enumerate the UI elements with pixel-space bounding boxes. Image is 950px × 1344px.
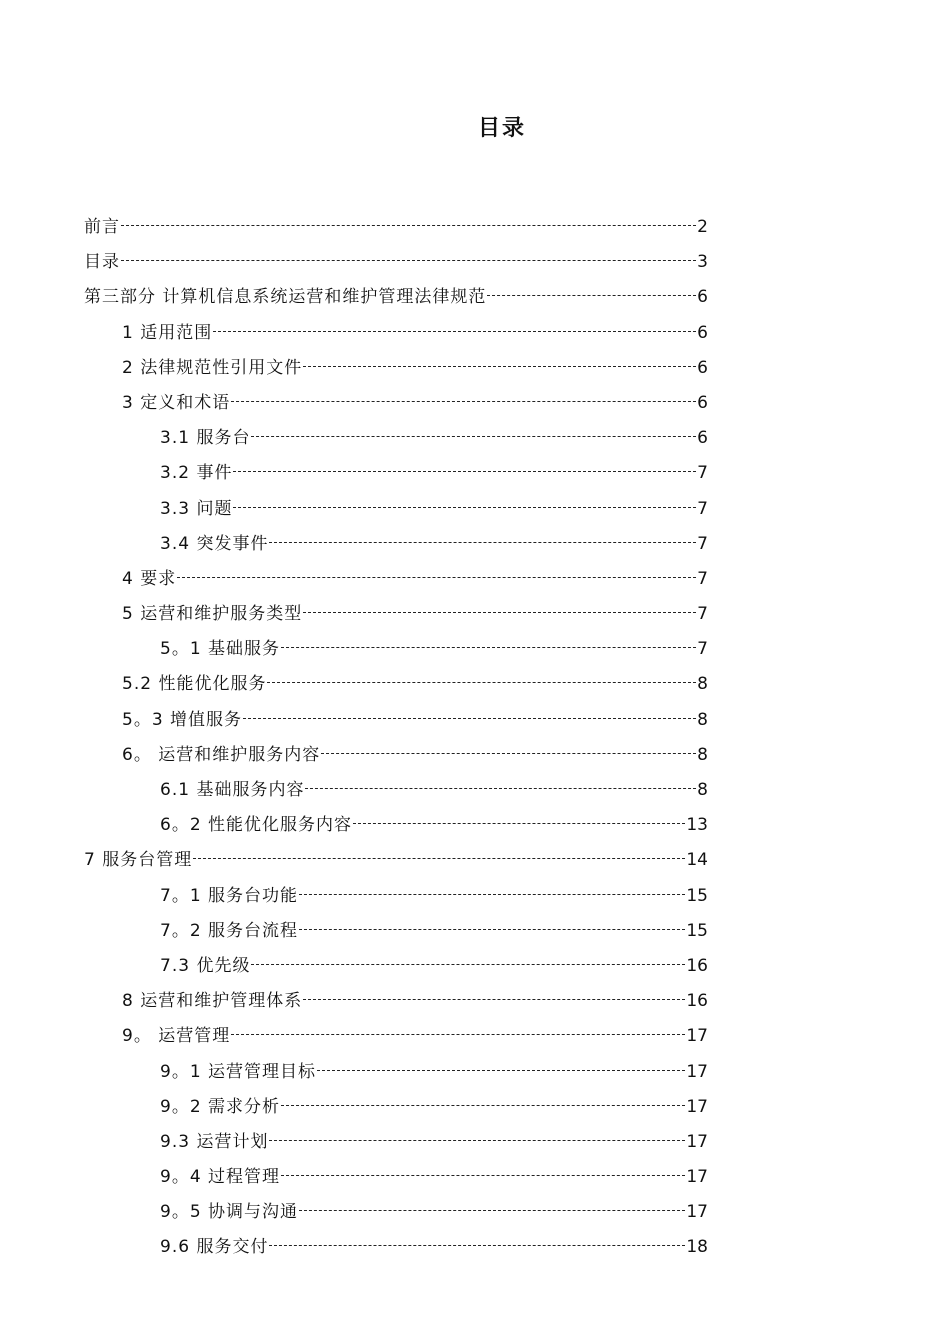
toc-dot-leader bbox=[231, 1034, 685, 1035]
toc-entry[interactable] bbox=[84, 843, 708, 878]
toc-dot-leader bbox=[299, 1210, 685, 1211]
toc-entry-title: 9。4 过程管理 bbox=[160, 1167, 281, 1188]
toc-entry-title: 3.4 突发事件 bbox=[160, 533, 269, 554]
toc-page-number: 17 bbox=[686, 1167, 708, 1188]
toc-page-number: 6 bbox=[697, 322, 708, 343]
toc-entry-title: 6。 运营和维护服务内容 bbox=[122, 744, 321, 765]
toc-entry-title: 5 运营和维护服务类型 bbox=[122, 604, 303, 625]
toc-dot-leader bbox=[251, 964, 685, 965]
toc-page-number: 6 bbox=[697, 392, 708, 413]
toc-entry-title: 9.3 运营计划 bbox=[160, 1131, 269, 1152]
toc-entry-title: 前言 bbox=[84, 217, 120, 237]
toc-dot-leader bbox=[303, 612, 696, 613]
toc-dot-leader bbox=[305, 788, 696, 789]
toc-page-number: 8 bbox=[697, 780, 708, 800]
toc-dot-leader bbox=[251, 436, 696, 437]
toc-entry[interactable] bbox=[84, 808, 708, 843]
toc-dot-leader bbox=[299, 894, 685, 895]
toc-entry-title: 5.2 性能优化服务 bbox=[122, 674, 267, 695]
toc-page-number: 7 bbox=[697, 498, 708, 519]
toc-page-number: 7 bbox=[697, 533, 708, 554]
toc-entry[interactable] bbox=[84, 667, 708, 702]
toc-dot-leader bbox=[213, 331, 696, 332]
toc-page-number: 7 bbox=[697, 604, 708, 625]
toc-dot-leader bbox=[303, 366, 696, 367]
toc-entry-title: 9。1 运营管理目标 bbox=[160, 1061, 317, 1082]
toc-page-number: 3 bbox=[697, 252, 708, 273]
toc-entry[interactable] bbox=[84, 632, 708, 667]
toc-dot-leader bbox=[281, 1175, 685, 1176]
toc-entry-title: 9。5 协调与沟通 bbox=[160, 1202, 299, 1223]
toc-page-number: 18 bbox=[686, 1237, 708, 1258]
toc-entry[interactable] bbox=[84, 456, 708, 491]
toc-entry[interactable] bbox=[84, 245, 708, 280]
toc-entry[interactable] bbox=[84, 421, 708, 456]
toc-dot-leader bbox=[233, 471, 696, 472]
toc-entry-title: 9。2 需求分析 bbox=[160, 1096, 281, 1117]
toc-entry[interactable] bbox=[84, 527, 708, 562]
toc-page-number: 14 bbox=[686, 850, 708, 871]
toc-page-number: 13 bbox=[686, 815, 708, 836]
toc-entry[interactable] bbox=[84, 1195, 708, 1230]
toc-entry-title: 9.6 服务交付 bbox=[160, 1237, 269, 1258]
toc-entry[interactable] bbox=[84, 562, 708, 597]
toc-page-number: 2 bbox=[697, 217, 708, 237]
toc-entry[interactable] bbox=[84, 1019, 708, 1054]
toc-entry[interactable] bbox=[84, 316, 708, 351]
toc-dot-leader bbox=[267, 682, 696, 683]
toc-dot-leader bbox=[269, 1245, 685, 1246]
toc-page-number: 7 bbox=[697, 463, 708, 484]
toc-entry[interactable] bbox=[84, 738, 708, 773]
toc-page-number: 6 bbox=[697, 287, 708, 308]
toc-page-number: 17 bbox=[686, 1096, 708, 1117]
toc-dot-leader bbox=[231, 401, 696, 402]
toc-entry-title: 3.2 事件 bbox=[160, 463, 233, 484]
toc-entry-title: 5。3 增值服务 bbox=[122, 709, 243, 730]
toc-dot-leader bbox=[121, 225, 696, 226]
toc-entry[interactable] bbox=[84, 879, 708, 914]
toc-dot-leader bbox=[317, 1070, 685, 1071]
toc-page-number: 17 bbox=[686, 1202, 708, 1223]
toc-entry[interactable] bbox=[84, 1090, 708, 1125]
toc-entry-title: 第三部分 计算机信息系统运营和维护管理法律规范 bbox=[84, 287, 487, 308]
toc-entry[interactable] bbox=[84, 386, 708, 421]
toc-dot-leader bbox=[281, 1105, 685, 1106]
toc-entry-title: 8 运营和维护管理体系 bbox=[122, 991, 303, 1012]
toc-dot-leader bbox=[121, 260, 696, 261]
toc-entry[interactable] bbox=[84, 984, 708, 1019]
toc-entry-title: 2 法律规范性引用文件 bbox=[122, 357, 303, 378]
toc-entry-title: 7。1 服务台功能 bbox=[160, 885, 299, 906]
toc-entry[interactable] bbox=[84, 914, 708, 949]
table-of-contents bbox=[84, 210, 708, 1266]
toc-dot-leader bbox=[233, 507, 696, 508]
toc-entry-title: 5。1 基础服务 bbox=[160, 639, 281, 660]
toc-dot-leader bbox=[303, 999, 685, 1000]
toc-page-number: 6 bbox=[697, 357, 708, 378]
toc-entry-title: 9。 运营管理 bbox=[122, 1026, 231, 1047]
toc-entry[interactable] bbox=[84, 210, 708, 245]
toc-dot-leader bbox=[281, 647, 696, 648]
toc-page-number: 7 bbox=[697, 639, 708, 660]
toc-entry-title: 7 服务台管理 bbox=[84, 850, 193, 871]
toc-entry-title: 3 定义和术语 bbox=[122, 392, 231, 413]
toc-dot-leader bbox=[299, 929, 685, 930]
page-title: 目录 bbox=[477, 116, 526, 141]
toc-entry-title: 3.3 问题 bbox=[160, 498, 233, 519]
toc-page-number: 8 bbox=[697, 709, 708, 730]
toc-entry[interactable] bbox=[84, 949, 708, 984]
toc-page-number: 8 bbox=[697, 744, 708, 765]
toc-entry[interactable] bbox=[84, 280, 708, 315]
toc-page-number: 17 bbox=[686, 1061, 708, 1082]
toc-dot-leader bbox=[193, 858, 685, 859]
toc-entry[interactable] bbox=[84, 351, 708, 386]
toc-page-number: 8 bbox=[697, 674, 708, 695]
toc-dot-leader bbox=[269, 542, 696, 543]
toc-entry-title: 目录 bbox=[84, 252, 120, 273]
toc-dot-leader bbox=[321, 753, 696, 754]
toc-entry[interactable] bbox=[84, 1125, 708, 1160]
toc-entry-title: 6。2 性能优化服务内容 bbox=[160, 815, 353, 836]
toc-entry-title: 3.1 服务台 bbox=[160, 428, 251, 449]
toc-entry[interactable] bbox=[84, 773, 708, 808]
toc-page-number: 16 bbox=[686, 991, 708, 1012]
toc-dot-leader bbox=[269, 1140, 685, 1141]
toc-page-number: 16 bbox=[686, 955, 708, 976]
toc-entry-title: 6.1 基础服务内容 bbox=[160, 780, 305, 800]
toc-dot-leader bbox=[177, 577, 696, 578]
toc-dot-leader bbox=[353, 823, 685, 824]
toc-page-number: 17 bbox=[686, 1026, 708, 1047]
toc-entry-title: 7。2 服务台流程 bbox=[160, 920, 299, 941]
toc-page-number: 6 bbox=[697, 428, 708, 449]
toc-dot-leader bbox=[487, 295, 696, 296]
toc-entry[interactable] bbox=[84, 1160, 708, 1195]
toc-page-number: 17 bbox=[686, 1131, 708, 1152]
toc-entry-title: 1 适用范围 bbox=[122, 322, 213, 343]
toc-dot-leader bbox=[243, 718, 696, 719]
toc-entry-title: 7.3 优先级 bbox=[160, 955, 251, 976]
toc-page-number: 15 bbox=[686, 885, 708, 906]
toc-entry[interactable] bbox=[84, 597, 708, 632]
toc-entry[interactable] bbox=[84, 1230, 708, 1265]
toc-page-number: 15 bbox=[686, 920, 708, 941]
toc-page-number: 7 bbox=[697, 568, 708, 589]
toc-entry[interactable] bbox=[84, 1055, 708, 1090]
toc-entry[interactable] bbox=[84, 492, 708, 527]
toc-entry-title: 4 要求 bbox=[122, 568, 177, 589]
toc-entry[interactable] bbox=[84, 703, 708, 738]
